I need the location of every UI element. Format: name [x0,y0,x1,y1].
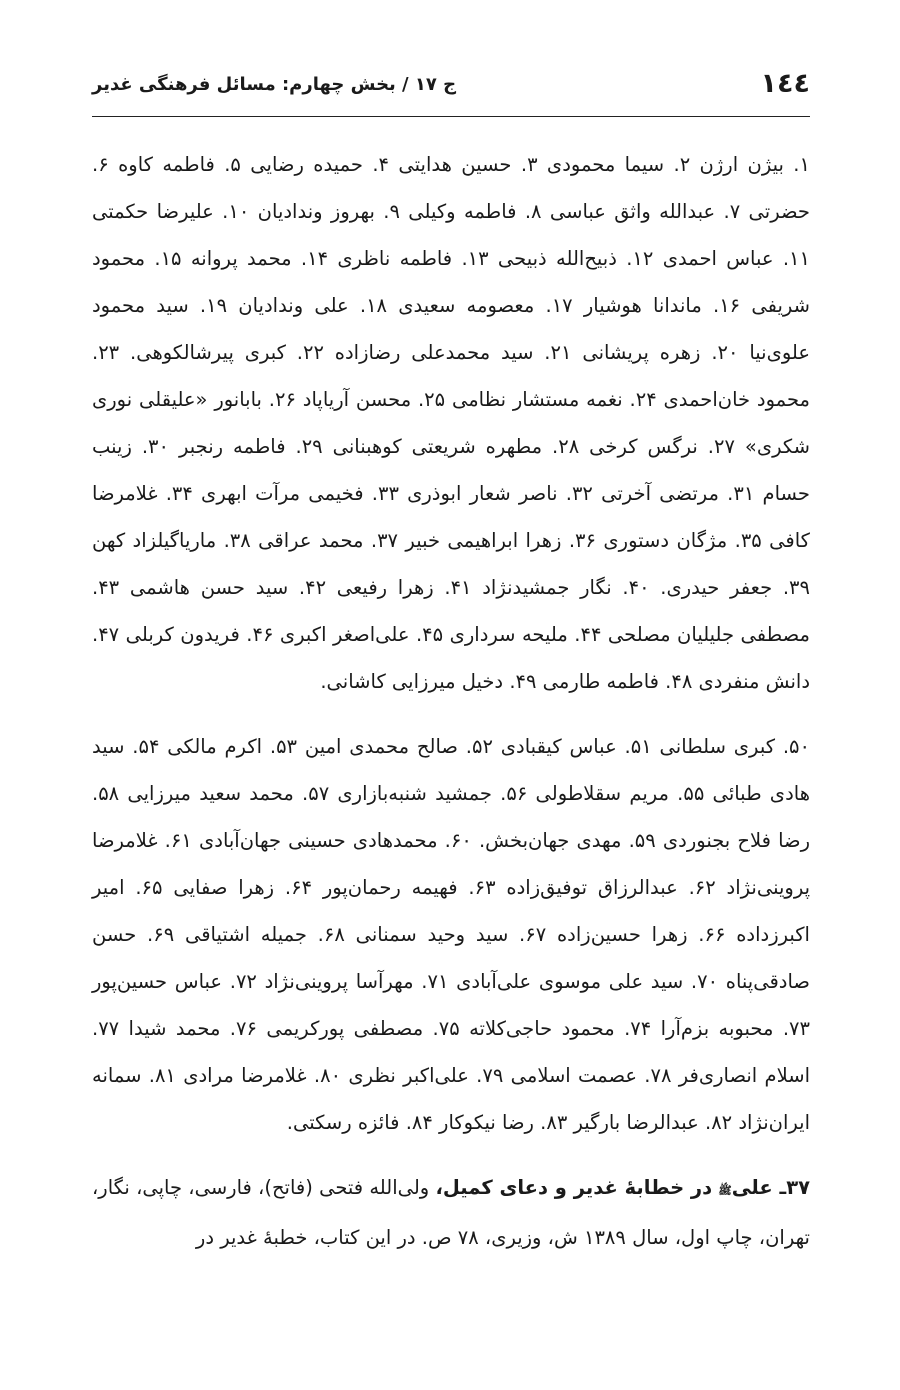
running-head: ج ١٧ / بخش چهارم: مسائل فرهنگی غدیر [92,74,457,95]
honorific-glyph: ﷺ [718,1184,732,1197]
page-number: ١٤٤ [760,68,810,99]
paragraph-text: ١. بیژن ارژن ٢. سیما محمودی ٣. حسین هدایتی ۴. حمیده رضایی ۵. فاطمه کاوه ۶. حضرتی ٧. عبدالله واثق عباسی ٨. فاطمه وکیلی ٩. بهروز وندادیان ١٠. علیرضا حکمتی ١١. عباس احمدی ١٢. ذبیح‌الله ذبیحی ١٣. فاطمه ناظری ١۴. محمد پروانه ١۵. محمود شریفی ١۶. ماندانا هوشیار ١٧. معصومه سعیدی ١٨. علی وندادیان ١٩. سید محمود علوی‌نیا ٢٠. زهره پریشانی ٢١. سید محمدعلی رضازاده ٢٢. کبری پیرشالکوهی. ٢٣. محمود خان‌احمدی ٢۴. نغمه مستشار نظامی ٢۵. محسن آریاپاد ٢۶. بابانور «علیقلی نوری شکری» ٢٧. نرگس کرخی ٢٨. مطهره شریعتی کوهبنانی ٢٩. فاطمه رنجبر ٣٠. زینب حسام ٣١. مرتضی آخرتی ٣٢. ناصر شعار ابوذری ٣٣. فخیمی مرآت ابهری ٣۴. غلامرضا کافی ٣۵. مژگان دستوری ٣۶. زهرا ابراهیمی خبیر ٣٧. محمد عراقی ٣٨. ماریاگیلزاد کهن ٣٩. جعفر حیدری. ۴٠. نگار جمشیدنژاد ۴١. زهرا رفیعی ۴٢. سید حسن هاشمی ۴٣. مصطفی جلیلیان مصلحی ۴۴. ملیحه سرداری ۴۵. علی‌اصغر اکبری ۴۶. فریدون کربلی ۴٧. دانش منفردی ۴٨. فاطمه طارمی ۴٩. دخیل میرزایی کاشانی. [92,153,811,693]
body-text [92,141,810,1279]
book-title: در خطابهٔ غدیر و دعای کمیل، [435,1176,713,1199]
book-entry-37 [92,1164,810,1261]
paragraph-names-50-84 [92,723,810,1146]
page-header [92,66,810,117]
document-page [92,0,810,1390]
entry-number-title: ٣٧ـ علی [731,1176,811,1199]
entry-description: ولی‌الله فتحی (فاتح)، فارسی، چاپی، نگار، تهران، چاپ اول، سال ١٣٨٩ ش، وزیری، ٧٨ ص. در این کتاب، خطبهٔ غدیر در [92,1176,810,1249]
paragraph-names-1-49 [92,141,810,705]
paragraph-text: ۵٠. کبری سلطانی ۵١. عباس کیقبادی ۵٢. صالح محمدی امین ۵٣. اکرم مالکی ۵۴. سید هادی طبائی ۵۵. مریم سقلاطولی ۵۶. جمشید شنبه‌بازاری ۵٧. محمد سعید میرزایی ۵٨. رضا فلاح بجنوردی ۵٩. مهدی جهان‌بخش. ۶٠. محمدهادی حسینی جهان‌آبادی ۶١. غلامرضا پروینی‌نژاد ۶٢. عبدالرزاق توفیق‌زاده ۶٣. فهیمه رحمان‌پور ۶۴. زهرا صفایی ۶۵. امیر اکبرزداده ۶۶. زهرا حسین‌زاده ۶٧. سید وحید سمنانی ۶٨. جمیله اشتیاقی ۶٩. حسن صادقی‌پناه ٧٠. سید علی موسوی علی‌آبادی ٧١. مهرآسا پروینی‌نژاد ٧٢. عباس حسین‌پور ٧٣. محبوبه بزم‌آرا ٧۴. محمود حاجی‌کلاته ٧۵. مصطفی پورکریمی ٧۶. محمد شیدا ٧٧. اسلام انصاری‌فر ٧٨. عصمت اسلامی ٧٩. علی‌اکبر نظری ٨٠. غلامرضا مرادی ٨١. سمانه ایران‌نژاد ٨٢. عبدالرضا بارگیر ٨٣. رضا نیکوکار ٨۴. فائزه رسکتی. [92,735,811,1134]
